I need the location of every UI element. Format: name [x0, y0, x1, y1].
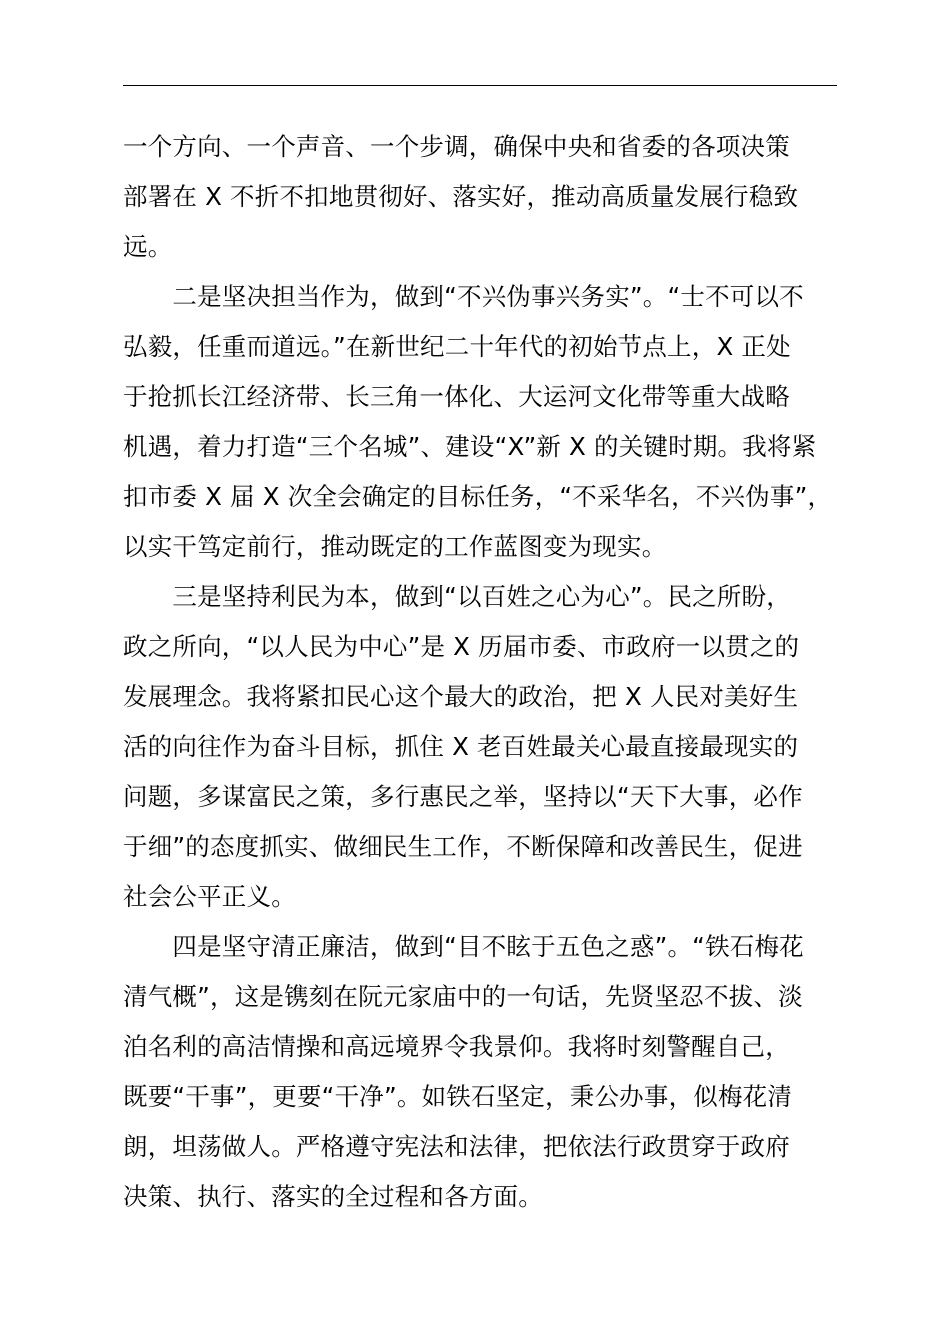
text-line: 以实干笃定前行，推动既定的工作蓝图变为现实。 — [123, 532, 667, 561]
text-line: 政之所向，“以人民为中心”是 X 历届市委、市政府一以贯之的 — [123, 632, 800, 661]
text-line: 清气概”，这是镌刻在阮元家庙中的一句话，先贤坚忍不拔、淡 — [123, 982, 803, 1011]
text-line: 四是坚守清正廉洁，做到“目不眩于五色之惑”。“铁石梅花 — [123, 932, 804, 961]
text-line: 一个方向、一个声音、一个步调，确保中央和省委的各项决策 — [123, 132, 790, 161]
text-line: 二是坚决担当作为，做到“不兴伪事兴务实”。“士不可以不 — [123, 282, 804, 311]
text-line: 发展理念。我将紧扣民心这个最大的政治，把 X 人民对美好生 — [123, 682, 799, 711]
text-line: 部署在 X 不折不扣地贯彻好、落实好，推动高质量发展行稳致 — [123, 182, 799, 211]
text-line: 问题，多谋富民之策，多行惠民之举，坚持以“天下大事，必作 — [123, 782, 803, 811]
text-line: 弘毅，任重而道远。”在新世纪二十年代的初始节点上，X 正处 — [123, 332, 791, 361]
header-rule — [123, 85, 837, 86]
text-line: 扣市委 X 届 X 次全会确定的目标任务，“不采华名，不兴伪事”， — [123, 482, 833, 511]
text-line: 社会公平正义。 — [123, 882, 296, 911]
text-line: 泊名利的高洁情操和高远境界令我景仰。我将时刻警醒自己， — [123, 1032, 790, 1061]
text-line: 决策、执行、落实的全过程和各方面。 — [123, 1182, 543, 1211]
text-line: 三是坚持利民为本，做到“以百姓之心为心”。民之所盼， — [123, 582, 791, 611]
text-line: 远。 — [123, 232, 173, 261]
text-line: 朗，坦荡做人。严格遵守宪法和法律，把依法行政贯穿于政府 — [123, 1132, 790, 1161]
text-line: 既要“干事”，更要“干净”。如铁石坚定，秉公办事，似梅花清 — [123, 1082, 793, 1111]
text-line: 机遇，着力打造“三个名城”、建设“X”新 X 的关键时期。我将紧 — [123, 432, 817, 461]
text-line: 活的向往作为奋斗目标，抓住 X 老百姓最关心最直接最现实的 — [123, 732, 799, 761]
text-line: 于细”的态度抓实、做细民生工作，不断保障和改善民生，促进 — [123, 832, 803, 861]
text-line: 于抢抓长江经济带、长三角一体化、大运河文化带等重大战略 — [123, 382, 790, 411]
